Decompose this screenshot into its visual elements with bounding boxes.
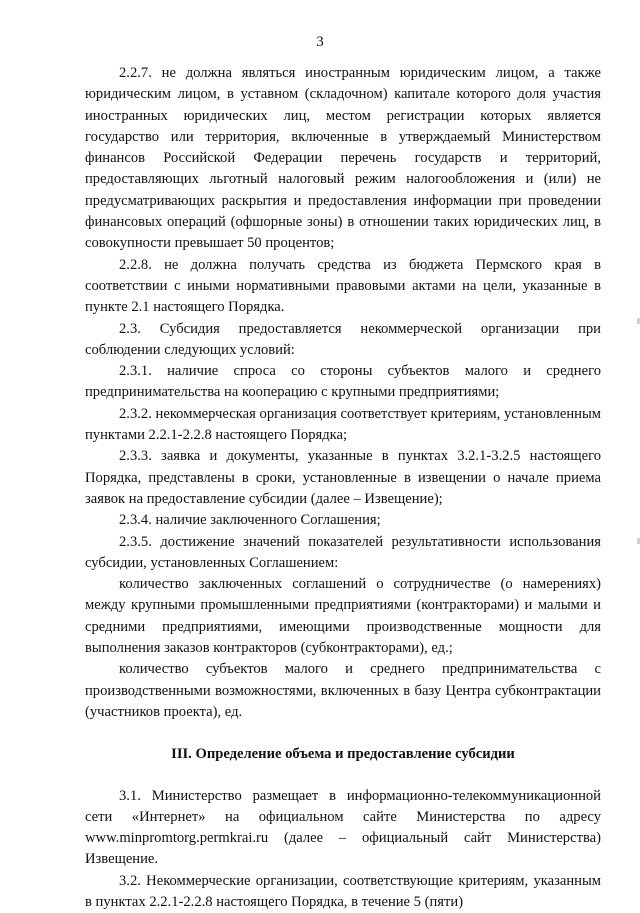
paragraph-2-3-3: 2.3.3. заявка и документы, указанные в пунктах 3.2.1-3.2.5 настоящего Порядка, представлены в сроки, установленные в извещении о начале приема заявок на предоставление субсидии (далее – Извещение); bbox=[85, 448, 601, 507]
paragraph-2-3: 2.3. Субсидия предоставляется некоммерческой организации при соблюдении следующих условий: bbox=[85, 320, 601, 358]
paragraph-2-3-2: 2.3.2. некоммерческая организация соответствует критериям, установленным пунктами 2.2.1-2.2.8 настоящего Порядка; bbox=[85, 405, 601, 444]
page-number: 3 bbox=[316, 34, 324, 50]
paragraph-2-3-1: 2.3.1. наличие спроса со стороны субъектов малого и среднего предпринимательства на кооперацию с крупными предприятиями; bbox=[85, 363, 601, 401]
paragraph-3-2: 3.2. Некоммерческие организации, соответствующие критериям, указанным в пунктах 2.2.1-2.2.8 настоящего Порядка, в течение 5 (пяти) bbox=[85, 872, 601, 910]
indicator-agreements: количество заключенных соглашений о сотрудничестве (о намерениях) между крупными промышленными предприятиями (контракторами) и малыми и средними предприятиями, имеющими производственные мощности для выполнения заказов контракторов (субконтракторами), ед.; bbox=[85, 576, 601, 657]
paragraph-2-2-8: 2.2.8. не должна получать средства из бюджета Пермского края в соответствии с иными нормативными правовыми актами на цели, указанные в пункте 2.1 настоящего Порядка. bbox=[85, 256, 601, 316]
indicator-sme-count: количество субъектов малого и среднего предпринимательства с производственными возможностями, включенных в базу Центра субконтрактации (участников проекта), ед. bbox=[85, 661, 601, 720]
document-body bbox=[85, 63, 601, 913]
paragraph-3-1: 3.1. Министерство размещает в информационно-телекоммуникационной сети «Интернет» на официальном сайте Министерства по адресу www.minpromtorg.permkrai.ru (далее – официальный сайт Министерства) Извещение. bbox=[85, 787, 601, 868]
paragraph-2-2-7: 2.2.7. не должна являться иностранным юридическим лицом, а также юридическим лицом, в уставном (складочном) капитале которого доля участия иностранных юридических лиц, местом регистрации которых является государство или территория, включенные в утверждаемый Министерством финансов Российской Федерации перечень государств и территорий, предоставляющих льготный налоговый режим налогообложения и (или) не предусматривающих раскрытия и предоставления информации при проведении финансовых операций (офшорные зоны) в отношении таких юридических лиц, в совокупности превышает 50 процентов; bbox=[85, 65, 601, 252]
section-heading: III. Определение объема и предоставление субсидии bbox=[171, 746, 515, 763]
paragraph-2-3-5: 2.3.5. достижение значений показателей результативности использования субсидии, установленных Соглашением: bbox=[85, 533, 601, 571]
paragraph-2-3-4: 2.3.4. наличие заключенного Соглашения; bbox=[119, 512, 381, 529]
